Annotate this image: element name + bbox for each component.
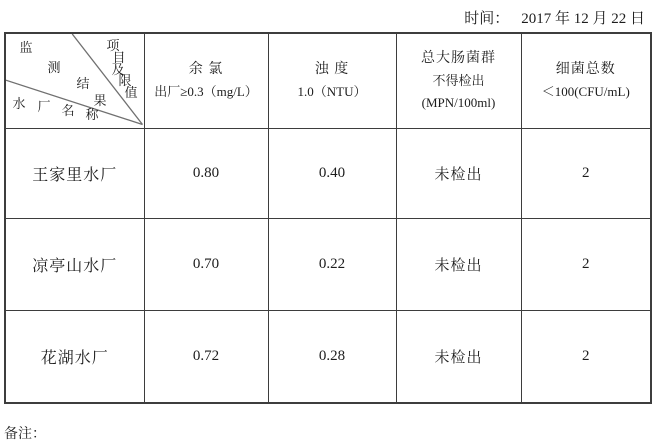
cell-value: 未检出 bbox=[396, 218, 521, 310]
cell-value: 2 bbox=[521, 218, 651, 310]
cell-value: 未检出 bbox=[396, 128, 521, 218]
cell-value: 0.80 bbox=[144, 128, 268, 218]
corner-char: 结 bbox=[76, 76, 90, 91]
water-quality-table bbox=[4, 32, 652, 404]
row-header-plant-name: 凉亭山水厂 bbox=[5, 218, 144, 310]
cell-value: 2 bbox=[521, 128, 651, 218]
cell-value: 0.70 bbox=[144, 218, 268, 310]
cell-value: 未检出 bbox=[396, 310, 521, 403]
time-value: 2017 年 12 月 22 日 bbox=[521, 11, 645, 27]
corner-char: 值 bbox=[124, 85, 138, 100]
corner-char: 厂 bbox=[37, 99, 51, 114]
corner-char: 限 bbox=[118, 73, 132, 88]
header-row bbox=[5, 33, 651, 128]
column-header-bacteria-count bbox=[521, 33, 651, 128]
table-row bbox=[5, 310, 651, 403]
cell-value: 0.28 bbox=[268, 310, 396, 403]
remark-label: 备注： bbox=[4, 427, 46, 442]
cell-value: 0.22 bbox=[268, 218, 396, 310]
row-header-plant-name: 花湖水厂 bbox=[5, 310, 144, 403]
column-limit: 出厂≥0.3（mg/L） bbox=[154, 83, 258, 99]
column-unit: (MPN/100ml) bbox=[421, 94, 496, 110]
column-title: 细菌总数 bbox=[555, 61, 616, 77]
column-header-total-coliform bbox=[396, 33, 521, 128]
corner-char: 称 bbox=[85, 107, 99, 122]
corner-char: 水 bbox=[12, 96, 26, 111]
column-header-residual-chlorine bbox=[144, 33, 268, 128]
column-limit: ＜100(CFU/mL) bbox=[541, 83, 630, 99]
column-limit: 不得检出 bbox=[432, 72, 485, 88]
timestamp-line bbox=[464, 7, 645, 28]
column-title: 浊 度 bbox=[314, 61, 350, 77]
table-row bbox=[5, 218, 651, 310]
time-label: 时间： bbox=[464, 11, 510, 27]
corner-char: 项 bbox=[106, 38, 120, 53]
column-limit: 1.0（NTU） bbox=[297, 83, 367, 99]
cell-value: 0.72 bbox=[144, 310, 268, 403]
corner-char: 名 bbox=[61, 103, 75, 118]
column-header-turbidity bbox=[268, 33, 396, 128]
table-row bbox=[5, 128, 651, 218]
corner-char: 果 bbox=[93, 93, 107, 108]
corner-char: 监 bbox=[19, 40, 33, 55]
corner-char: 测 bbox=[47, 60, 61, 75]
cell-value: 2 bbox=[521, 310, 651, 403]
corner-header-cell bbox=[5, 33, 144, 128]
cell-value: 0.40 bbox=[268, 128, 396, 218]
corner-char: 及 bbox=[111, 62, 125, 77]
column-title: 余 氯 bbox=[188, 61, 224, 77]
column-title: 总大肠菌群 bbox=[421, 50, 496, 66]
row-header-plant-name: 王家里水厂 bbox=[5, 128, 144, 218]
corner-char: 目 bbox=[112, 50, 126, 65]
